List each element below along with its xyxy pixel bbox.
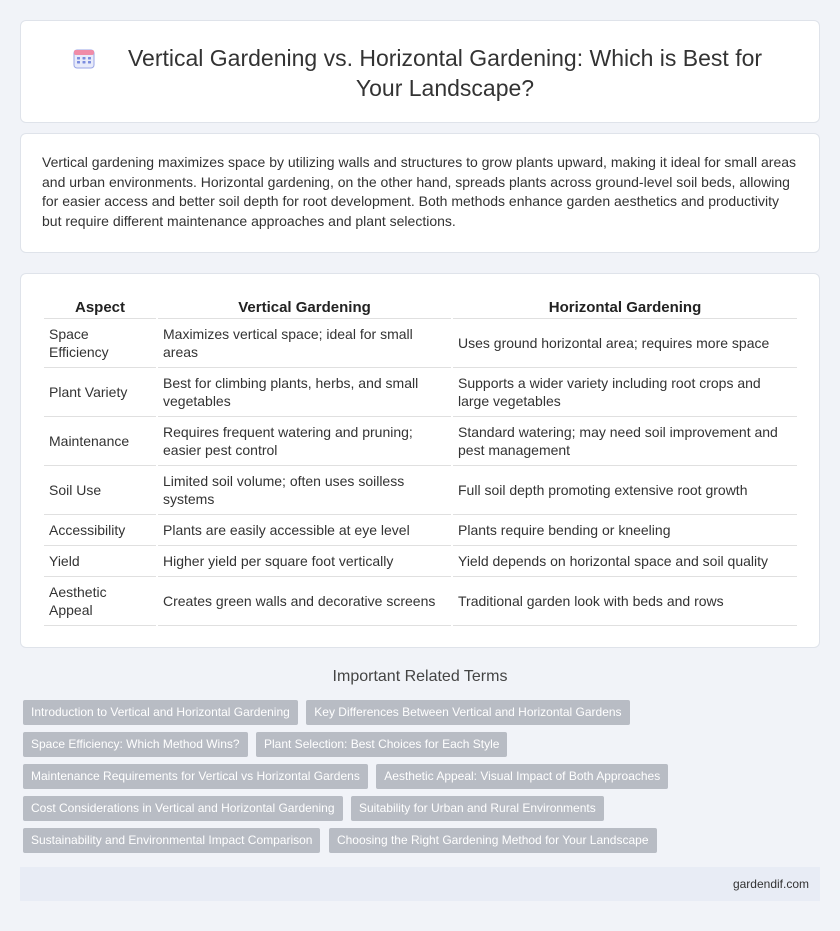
page-title: Vertical Gardening vs. Horizontal Gardening: Which is Best for Your Landscape?	[127, 45, 763, 101]
header-aspect: Aspect	[44, 295, 156, 319]
related-term-tag[interactable]: Plant Selection: Best Choices for Each Style	[256, 732, 507, 757]
table-row	[44, 515, 797, 546]
cell-vertical: Creates green walls and decorative screens	[158, 577, 451, 626]
cell-vertical: Plants are easily accessible at eye level	[158, 515, 451, 546]
related-term-tag[interactable]: Sustainability and Environmental Impact Comparison	[23, 828, 320, 853]
cell-aspect: Yield	[44, 546, 156, 577]
related-term-tag[interactable]: Space Efficiency: Which Method Wins?	[23, 732, 248, 757]
cell-horizontal: Yield depends on horizontal space and soil quality	[453, 546, 797, 577]
footer	[20, 867, 820, 901]
title-wrap	[21, 43, 819, 103]
related-term-tag[interactable]: Maintenance Requirements for Vertical vs Horizontal Gardens	[23, 764, 368, 789]
related-term-tag[interactable]: Key Differences Between Vertical and Horizontal Gardens	[306, 700, 629, 725]
related-terms-title: Important Related Terms	[332, 668, 508, 685]
comparison-table	[42, 295, 799, 626]
cell-horizontal: Supports a wider variety including root crops and large vegetables	[453, 368, 797, 417]
related-term-tag[interactable]: Choosing the Right Gardening Method for Your Landscape	[329, 828, 657, 853]
header-card	[20, 20, 820, 123]
cell-aspect: Space Efficiency	[44, 319, 156, 368]
table-row	[44, 368, 797, 417]
cell-aspect: Plant Variety	[44, 368, 156, 417]
table-header-row	[44, 295, 797, 319]
calendar-icon	[73, 47, 95, 69]
tag-row	[23, 732, 803, 764]
cell-horizontal: Plants require bending or kneeling	[453, 515, 797, 546]
related-term-tag[interactable]: Introduction to Vertical and Horizontal Gardening	[23, 700, 298, 725]
cell-vertical: Requires frequent watering and pruning; easier pest control	[158, 417, 451, 466]
related-terms-list	[23, 700, 803, 860]
cell-vertical: Limited soil volume; often uses soilless systems	[158, 466, 451, 515]
header-horizontal: Horizontal Gardening	[453, 295, 797, 319]
cell-vertical: Maximizes vertical space; ideal for small areas	[158, 319, 451, 368]
tag-row	[23, 828, 803, 860]
tag-row	[23, 700, 803, 732]
cell-aspect: Soil Use	[44, 466, 156, 515]
header-vertical: Vertical Gardening	[158, 295, 451, 319]
tag-row	[23, 764, 803, 796]
cell-aspect: Maintenance	[44, 417, 156, 466]
table-row	[44, 466, 797, 515]
related-term-tag[interactable]: Cost Considerations in Vertical and Horizontal Gardening	[23, 796, 343, 821]
related-term-tag[interactable]: Aesthetic Appeal: Visual Impact of Both Approaches	[376, 764, 668, 789]
cell-vertical: Higher yield per square foot vertically	[158, 546, 451, 577]
cell-horizontal: Uses ground horizontal area; requires more space	[453, 319, 797, 368]
cell-horizontal: Traditional garden look with beds and rows	[453, 577, 797, 626]
cell-aspect: Aesthetic Appeal	[44, 577, 156, 626]
table-row	[44, 417, 797, 466]
footer-site-link[interactable]: gardendif.com	[732, 877, 809, 891]
cell-aspect: Accessibility	[44, 515, 156, 546]
related-term-tag[interactable]: Suitability for Urban and Rural Environments	[351, 796, 604, 821]
comparison-card	[20, 273, 820, 648]
table-row	[44, 577, 797, 626]
intro-card	[20, 133, 820, 253]
cell-vertical: Best for climbing plants, herbs, and small vegetables	[158, 368, 451, 417]
cell-horizontal: Full soil depth promoting extensive root growth	[453, 466, 797, 515]
table-row	[44, 319, 797, 368]
intro-paragraph: Vertical gardening maximizes space by utilizing walls and structures to grow plants upward, making it ideal for small areas and urban environments. Horizontal gardening, on the other hand, spreads plants across ground-level soil beds, allowing for easier access and better soil depth for root development. Both methods enhance garden aesthetics and productivity but require different maintenance approaches and plant selections.	[42, 154, 797, 229]
cell-horizontal: Standard watering; may need soil improvement and pest management	[453, 417, 797, 466]
tag-row	[23, 796, 803, 828]
table-row	[44, 546, 797, 577]
